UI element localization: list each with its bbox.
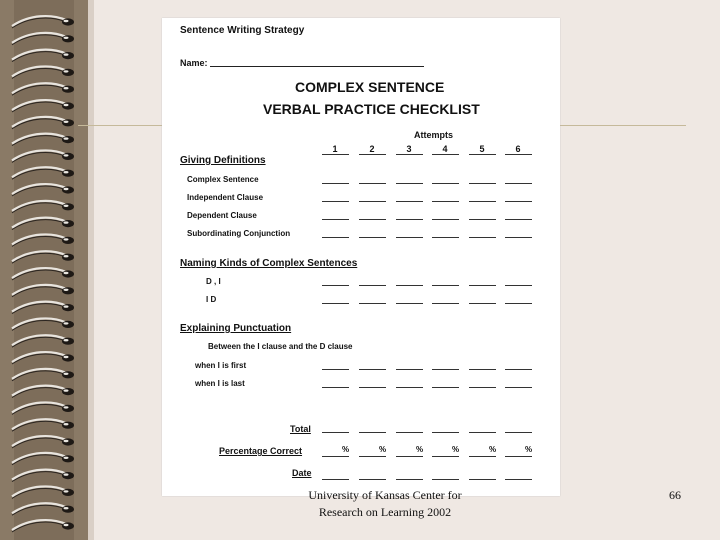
- checklist-item: Subordinating Conjunction: [187, 229, 291, 238]
- answer-blank: [469, 369, 496, 370]
- section-giving-definitions: Giving Definitions: [180, 155, 266, 166]
- name-label: Name:: [180, 58, 208, 68]
- attempt-number: 2: [369, 144, 375, 154]
- answer-blank: [469, 303, 496, 304]
- binding-ring-icon: [12, 100, 74, 112]
- attempt-number: 5: [479, 144, 485, 154]
- binding-ring-icon: [12, 335, 74, 347]
- binding-ring-icon: [12, 352, 74, 364]
- answer-blank: [505, 237, 532, 238]
- percentage-blank: [396, 456, 423, 457]
- binding-ring-icon: [12, 402, 74, 414]
- answer-blank: [505, 183, 532, 184]
- percentage-blank: [469, 456, 496, 457]
- answer-blank: [505, 303, 532, 304]
- answer-blank: [469, 237, 496, 238]
- binding-ring-icon: [12, 503, 74, 515]
- answer-blank: [359, 201, 386, 202]
- percentage-label: Percentage Correct: [219, 446, 303, 456]
- percentage-blank: [359, 456, 386, 457]
- answer-blank: [396, 369, 423, 370]
- footer-line-2: Research on Learning 2002: [318, 505, 452, 519]
- binding-ring-icon: [12, 117, 74, 129]
- answer-blank: [396, 219, 423, 220]
- answer-blank: [505, 219, 532, 220]
- percent-sign: %: [525, 445, 533, 454]
- binding-ring-icon: [12, 150, 74, 162]
- attempts-label: Attempts: [414, 130, 454, 140]
- binding-ring-icon: [12, 66, 74, 78]
- footer-credit: [260, 487, 510, 521]
- answer-blank: [432, 237, 459, 238]
- binding-ring-icon: [12, 33, 74, 45]
- binding-ring-icon: [12, 318, 74, 330]
- answer-blank: [505, 479, 532, 480]
- binding-ring-icon: [12, 83, 74, 95]
- answer-blank: [432, 183, 459, 184]
- answer-blank: [432, 432, 459, 433]
- binding-ring-icon: [12, 386, 74, 398]
- binding-ring-icon: [12, 285, 74, 297]
- answer-blank: [322, 183, 349, 184]
- answer-blank: [505, 369, 532, 370]
- answer-blank: [359, 219, 386, 220]
- answer-blank: [322, 237, 349, 238]
- answer-blank: [322, 387, 349, 388]
- answer-blank: [432, 154, 459, 155]
- answer-blank: [322, 369, 349, 370]
- answer-blank: [322, 219, 349, 220]
- binding-ring-icon: [12, 436, 74, 448]
- answer-blank: [505, 154, 532, 155]
- checklist-item: D , I: [206, 277, 221, 286]
- answer-blank: [432, 303, 459, 304]
- percentage-blank: [322, 456, 349, 457]
- answer-blank: [432, 201, 459, 202]
- attempt-number: 3: [406, 144, 412, 154]
- answer-blank: [359, 387, 386, 388]
- answer-blank: [396, 201, 423, 202]
- section-naming-kinds: Naming Kinds of Complex Sentences: [180, 258, 358, 269]
- answer-blank: [322, 479, 349, 480]
- answer-blank: [505, 387, 532, 388]
- binding-ring-icon: [12, 16, 74, 28]
- answer-blank: [396, 237, 423, 238]
- binding-ring-icon: [12, 453, 74, 465]
- answer-blank: [469, 479, 496, 480]
- binding-ring-icon: [12, 50, 74, 62]
- percentage-blank: [432, 456, 459, 457]
- binding-ring-icon: [12, 486, 74, 498]
- answer-blank: [505, 201, 532, 202]
- answer-blank: [505, 432, 532, 433]
- answer-blank: [322, 154, 349, 155]
- answer-blank: [432, 285, 459, 286]
- answer-blank: [469, 387, 496, 388]
- answer-blank: [396, 479, 423, 480]
- title-line-2: VERBAL PRACTICE CHECKLIST: [263, 101, 480, 117]
- answer-blank: [432, 369, 459, 370]
- total-label: Total: [290, 424, 311, 434]
- answer-blank: [396, 183, 423, 184]
- percent-sign: %: [416, 445, 424, 454]
- percent-sign: %: [452, 445, 460, 454]
- answer-blank: [505, 285, 532, 286]
- answer-blank: [359, 479, 386, 480]
- binding-ring-icon: [12, 184, 74, 196]
- binding-ring-icon: [12, 369, 74, 381]
- binding-ring-icon: [12, 470, 74, 482]
- answer-blank: [432, 479, 459, 480]
- answer-blank: [396, 432, 423, 433]
- percent-sign: %: [342, 445, 350, 454]
- answer-blank: [469, 154, 496, 155]
- binding-ring-icon: [12, 218, 74, 230]
- attempt-number: 6: [515, 144, 521, 154]
- binding-ring-icon: [12, 520, 74, 532]
- document-header: Sentence Writing Strategy: [180, 25, 305, 36]
- answer-blank: [359, 183, 386, 184]
- section-subheading: Between the I clause and the D clause: [208, 342, 353, 351]
- answer-blank: [469, 201, 496, 202]
- answer-blank: [396, 303, 423, 304]
- answer-blank: [432, 387, 459, 388]
- answer-blank: [469, 183, 496, 184]
- binding-ring-icon: [12, 251, 74, 263]
- answer-blank: [469, 285, 496, 286]
- answer-blank: [322, 285, 349, 286]
- binding-ring-icon: [12, 234, 74, 246]
- answer-blank: [359, 432, 386, 433]
- checklist-document: [162, 18, 560, 496]
- answer-blank: [469, 219, 496, 220]
- checklist-item: I D: [206, 295, 217, 304]
- percentage-blank: [505, 456, 532, 457]
- answer-blank: [322, 432, 349, 433]
- spiral-binding-icon: [0, 0, 90, 540]
- date-label: Date: [292, 468, 312, 478]
- answer-blank: [322, 303, 349, 304]
- percent-sign: %: [489, 445, 497, 454]
- binding-ring-icon: [12, 268, 74, 280]
- percent-sign: %: [379, 445, 387, 454]
- binding-ring-icon: [12, 419, 74, 431]
- checklist-item: when I is first: [195, 361, 247, 370]
- answer-blank: [469, 432, 496, 433]
- answer-blank: [359, 237, 386, 238]
- answer-blank: [396, 154, 423, 155]
- binding-ring-icon: [12, 201, 74, 213]
- attempt-number: 4: [442, 144, 448, 154]
- answer-blank: [359, 303, 386, 304]
- answer-blank: [396, 285, 423, 286]
- checklist-item: Complex Sentence: [187, 175, 259, 184]
- footer-line-1: University of Kansas Center for: [308, 488, 462, 502]
- attempt-number: 1: [332, 144, 338, 154]
- answer-blank: [396, 387, 423, 388]
- answer-blank: [359, 285, 386, 286]
- page-number: 66: [669, 488, 681, 502]
- name-blank: [210, 66, 424, 67]
- answer-blank: [359, 369, 386, 370]
- section-explaining-punctuation: Explaining Punctuation: [180, 323, 292, 334]
- binding-ring-icon: [12, 167, 74, 179]
- answer-blank: [322, 201, 349, 202]
- answer-blank: [432, 219, 459, 220]
- checklist-item: Dependent Clause: [187, 211, 257, 220]
- title-line-1: COMPLEX SENTENCE: [295, 79, 445, 95]
- checklist-item: when I is last: [195, 379, 245, 388]
- binding-ring-icon: [12, 134, 74, 146]
- binding-ring-icon: [12, 302, 74, 314]
- checklist-item: Independent Clause: [187, 193, 264, 202]
- answer-blank: [359, 154, 386, 155]
